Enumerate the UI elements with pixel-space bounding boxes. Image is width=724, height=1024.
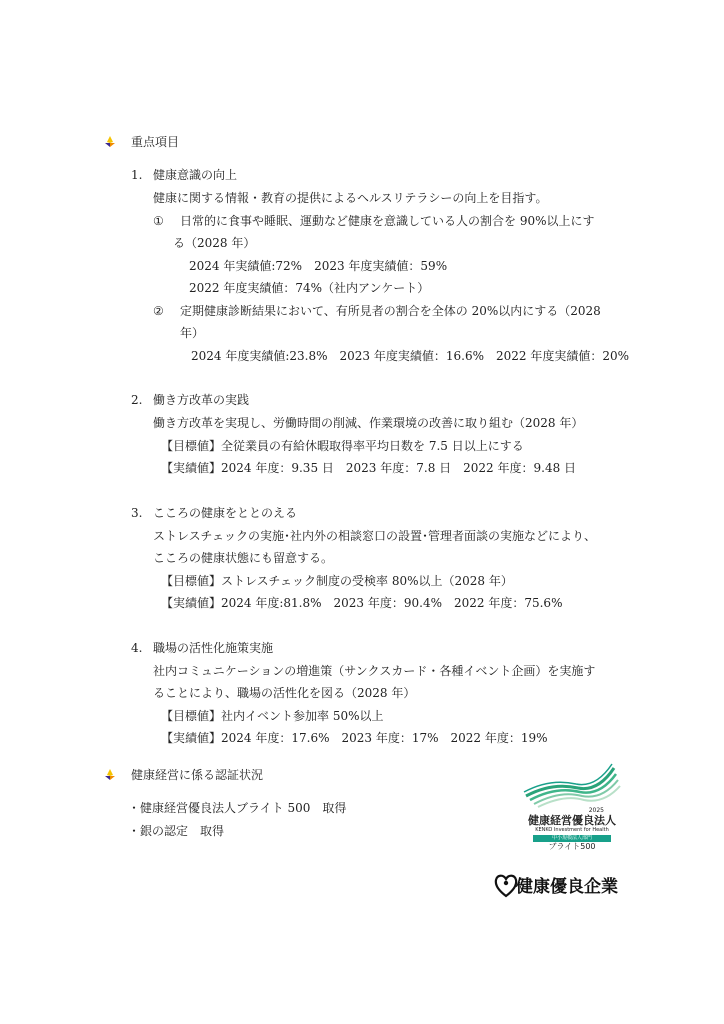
item-description: 社内コミュニケーションの増進策（サンクスカード・各種イベント企画）を実施す	[153, 664, 596, 678]
sub-item-text: 日常的に食事や睡眠、運動など健康を意識している人の割合を 90%以上にす	[180, 214, 595, 228]
logo-year: 2025	[588, 807, 604, 814]
target-value: 【目標値】ストレスチェック制度の受検率 80%以上（2028 年）	[161, 574, 513, 588]
section-heading-priority: 重点項目	[131, 135, 180, 149]
logo-rank: ブライト500	[548, 842, 596, 851]
section-heading-certification: 健康経営に係る認証状況	[131, 768, 264, 782]
item-title: 健康意識の向上	[153, 168, 238, 182]
bright500-logo	[522, 762, 622, 854]
target-value: 【目標値】全従業員の有給休暇取得率平均日数を 7.5 日以上にする	[161, 439, 524, 453]
sub-item-text-continued: る（2028 年）	[173, 236, 256, 250]
item-description: 健康に関する情報・教育の提供によるヘルスリテラシーの向上を目指す。	[153, 191, 548, 205]
logo-english: KENKO Investment for Health	[535, 827, 609, 833]
diamond-bullet-icon	[104, 769, 116, 781]
actual-value: 【実績値】2024 年度：17.6% 2023 年度：17% 2022 年度：19%	[161, 731, 548, 745]
item-description: 働き方改革を実現し、労働時間の削減、作業環境の改善に取り組む（2028 年）	[153, 416, 584, 430]
cert-item: ・健康経営優良法人ブライト 500 取得	[128, 801, 347, 815]
sub-item-text-continued: 年）	[180, 326, 205, 340]
item-description-continued: こころの健康状態にも留意する。	[153, 551, 334, 565]
cert-item: ・銀の認定 取得	[128, 824, 225, 838]
logo-category: 中小規模法人部門	[533, 835, 611, 842]
wave-emblem-icon	[522, 762, 622, 808]
section-heading-bullet-1	[104, 136, 116, 148]
diamond-bullet-icon	[104, 136, 116, 148]
sub-item-marker: ①	[153, 214, 164, 228]
kenko-yuryo-kigyo-logo	[494, 872, 618, 902]
item-number: 4.	[131, 641, 143, 655]
item-description: ストレスチェックの実施･社内外の相談窓口の設置･管理者面談の実施などにより、	[153, 529, 597, 543]
item-number: 3.	[131, 506, 143, 520]
item-title: 職場の活性化施策実施	[153, 641, 274, 655]
sub-item-text: 定期健康診断結果において、有所見者の割合を全体の 20%以内にする（2028	[180, 304, 601, 318]
item-number: 2.	[131, 393, 143, 407]
heart-icon	[494, 873, 518, 899]
item-description-continued: ることにより、職場の活性化を図る（2028 年）	[153, 686, 416, 700]
item-title: 働き方改革の実践	[153, 393, 250, 407]
section-heading-bullet-2	[104, 769, 116, 781]
sub-item-result: 2024 年実績値:72% 2023 年度実績値：59%	[189, 259, 448, 273]
item-number: 1.	[131, 168, 143, 182]
sub-item-marker: ②	[153, 304, 164, 318]
logo-text: 健康優良企業	[516, 877, 618, 897]
actual-value: 【実績値】2024 年度：9.35 日 2023 年度：7.8 日 2022 年度：9.48 日	[161, 461, 577, 475]
sub-item-result: 2022 年度実績値：74%（社内アンケート）	[189, 281, 430, 295]
logo-title: 健康経営優良法人	[528, 814, 616, 827]
item-title: こころの健康をととのえる	[153, 506, 298, 520]
target-value: 【目標値】社内イベント参加率 50%以上	[161, 709, 384, 723]
actual-value: 【実績値】2024 年度:81.8% 2023 年度：90.4% 2022 年度：75.6%	[161, 596, 563, 610]
sub-item-result: 2024 年度実績値:23.8% 2023 年度実績値：16.6% 2022 年度実績値：20%	[191, 349, 630, 363]
